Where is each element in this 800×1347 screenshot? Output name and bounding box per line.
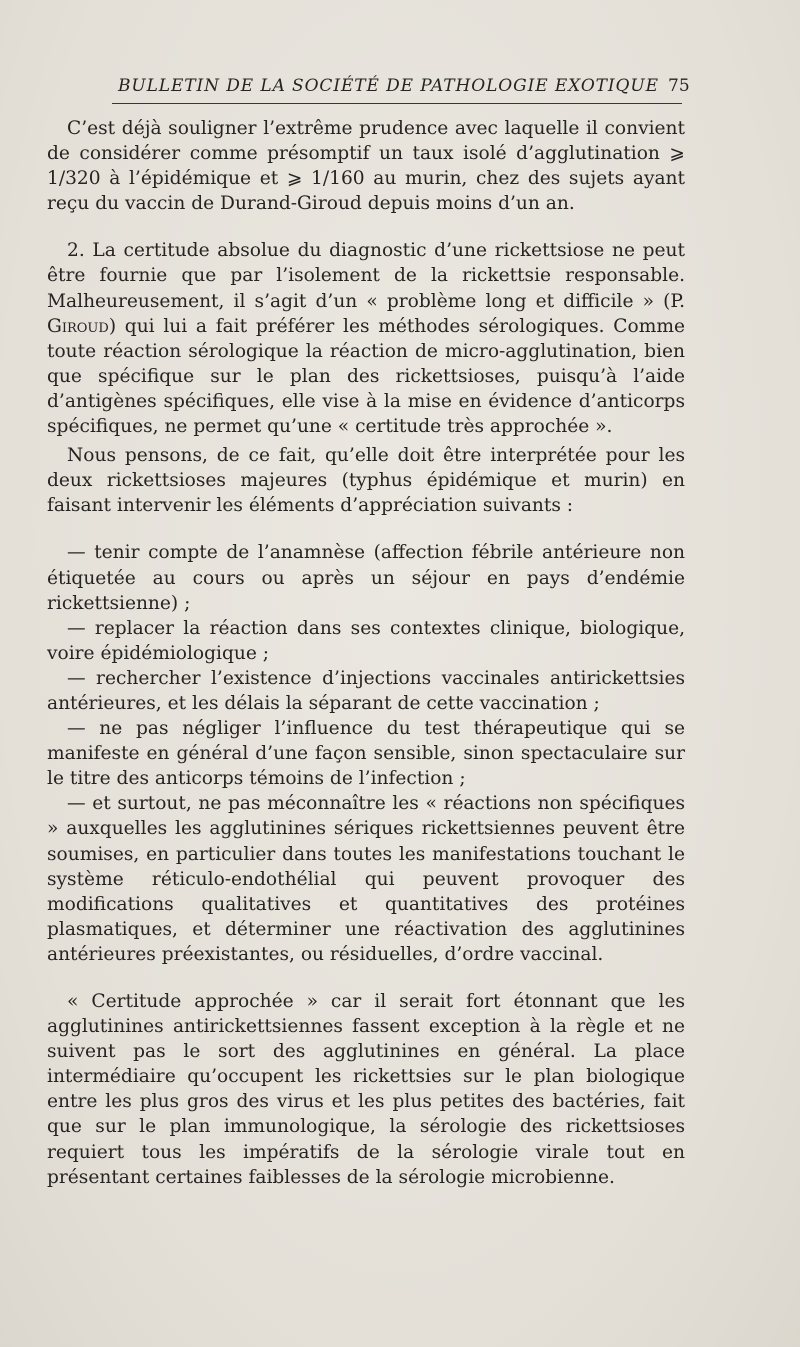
body-text — [47, 116, 685, 1190]
running-head: BULLETIN DE LA SOCIÉTÉ DE PATHOLOGIE EXOTIQUE — [118, 76, 659, 96]
page-number: 75 — [668, 76, 690, 96]
paragraph-3: Nous pensons, de ce fait, qu’elle doit être interprétée pour les deux rickettsioses majeures (typhus épidémique et murin) en faisant intervenir les éléments d’appréciation suivants : — [47, 445, 685, 517]
list-item: — et surtout, ne pas méconnaître les « réactions non spécifiques » auxquelles les agglutinines sériques rickettsiennes peuvent être soumises, en particulier dans toutes les manifestations touchant le système réticulo-endothélial qui peuvent provoquer des modifications qualitatives et quantitatives des protéines plasmatiques, et déterminer une réactivation des agglutinines antérieures préexistantes, ou résiduelles, d’ordre vaccinal. — [47, 793, 685, 965]
list-item: — rechercher l’existence d’injections vaccinales antirickettsies antérieures, et les délais la séparant de cette vaccination ; — [47, 667, 685, 714]
header-rule — [112, 103, 682, 104]
paragraph-1: C’est déjà souligner l’extrême prudence avec laquelle il convient de considérer comme présomptif un taux isolé d’agglutination ⩾ 1/320 à l’épidémique et ⩾ 1/160 au murin, chez des sujets ayant reçu du vaccin de Durand-Giroud depuis moins d’un an. — [47, 118, 685, 215]
paragraph-2 — [47, 238, 685, 439]
paragraph-2-text-end: ) qui lui a fait préférer les méthodes sérologiques. Comme toute réaction sérologique la réaction de micro-agglutination, bien que spécifique sur le plan des rickettsioses, puisqu’à l’aide d’antigènes spécifiques, elle vise à la mise en évidence d’anticorps spécifiques, ne permet qu’une « certitude très approchée ». — [47, 315, 685, 438]
list-item: — replacer la réaction dans ses contextes clinique, biologique, voire épidémiologique ; — [47, 617, 685, 664]
list-item: — ne pas négliger l’influence du test thérapeutique qui se manifeste en général d’une façon sensible, sinon spectaculaire sur le titre des anticorps témoins de l’infection ; — [47, 718, 685, 790]
author-name: Giroud — [47, 315, 109, 337]
criteria-list — [47, 540, 685, 967]
paragraph-2-text-start: 2. La certitude absolue du diagnostic d’une rickettsiose ne peut être fournie que par l’isolement de la rickettsie responsable. Malheureusement, il s’agit d’un « problème long et difficile » (P. — [47, 240, 685, 312]
list-item: — tenir compte de l’anamnèse (affection fébrile antérieure non étiquetée au cours ou après un séjour en pays d’endémie rickettsienne) ; — [47, 542, 685, 614]
paragraph-4: « Certitude approchée » car il serait fort étonnant que les agglutinines antirickettsiennes fassent exception à la règle et ne suivent pas le sort des agglutinines en général. La place intermédiaire qu’occupent les rickettsies sur le plan biologique entre les plus gros des virus et les plus petites des bactéries, fait que sur le plan immunologique, la sérologie des rickettsioses requiert tous les impératifs de la sérologie virale tout en présentant certaines faiblesses de la sérologie microbienne. — [47, 991, 685, 1188]
